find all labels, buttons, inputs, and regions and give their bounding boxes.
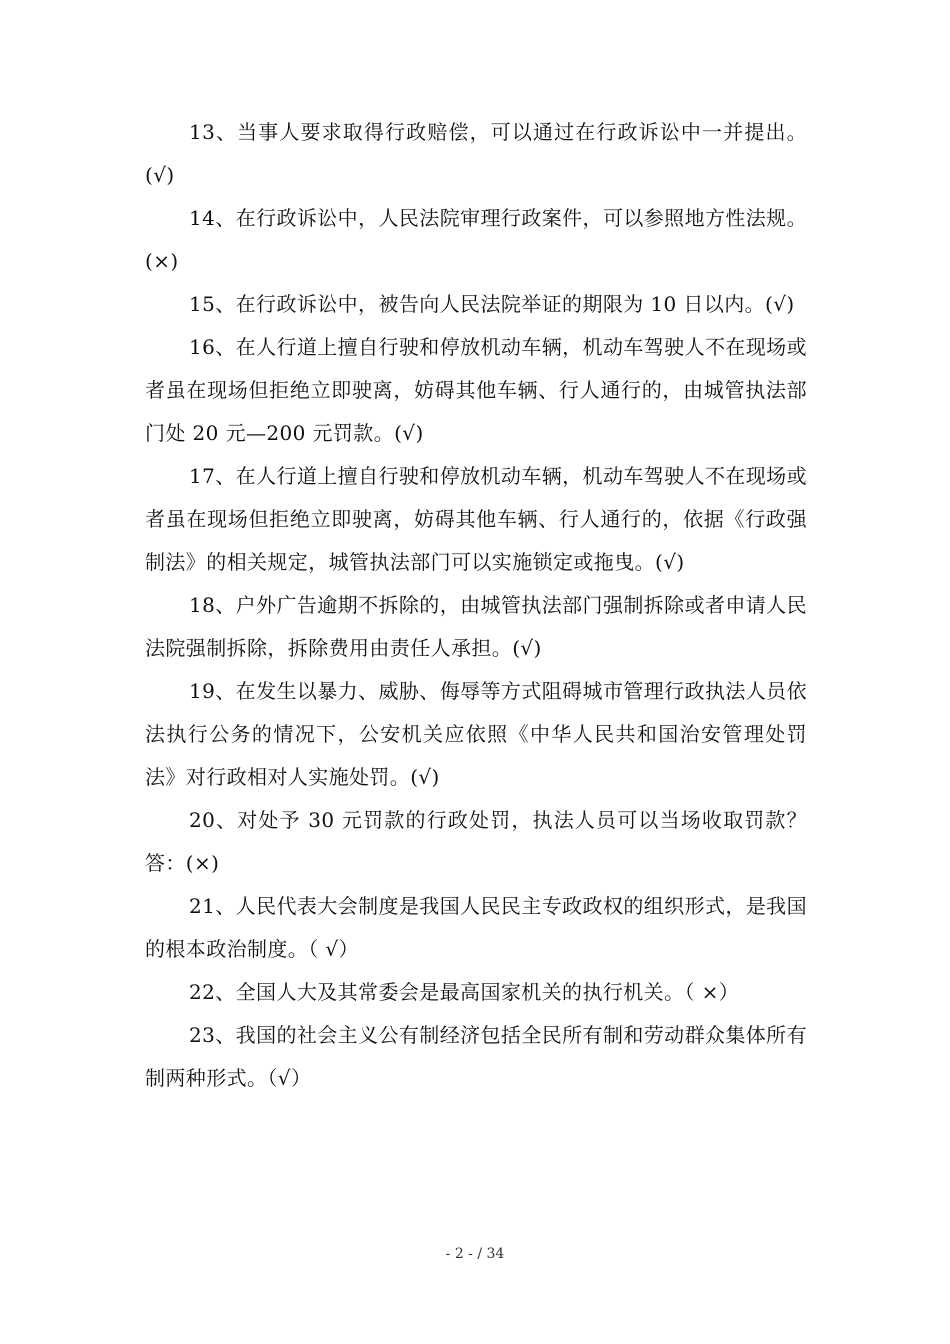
question-item-22: 22、全国人大及其常委会是最高国家机关的执行机关。（ ×） xyxy=(189,980,740,1004)
question-item-17: 17、在人行道上擅自行驶和停放机动车辆，机动车驾驶人不在现场或者虽在现场但拒绝立即驶离，妨碍其他车辆、行人通行的，依据《行政强制法》的相关规定，城管执法部门可以实施锁定或拖曳。(√) xyxy=(145,464,807,574)
question-item-18: 18、户外广告逾期不拆除的，由城管执法部门强制拆除或者申请人民法院强制拆除，拆除费用由责任人承担。(√) xyxy=(145,593,807,660)
question-list xyxy=(145,111,807,1100)
question-item-13: 13、当事人要求取得行政赔偿，可以通过在行政诉讼中一并提出。(√) xyxy=(145,120,807,187)
question-item-16: 16、在人行道上擅自行驶和停放机动车辆，机动车驾驶人不在现场或者虽在现场但拒绝立即驶离，妨碍其他车辆、行人通行的，由城管执法部门处 20 元—200 元罚款。(√) xyxy=(145,335,807,445)
page-number: - 2 - / 34 xyxy=(445,1246,505,1262)
question-item-14: 14、在行政诉讼中，人民法院审理行政案件，可以参照地方性法规。(×) xyxy=(145,206,807,273)
question-item-20: 20、对处予 30 元罚款的行政处罚，执法人员可以当场收取罚款？答：(×) xyxy=(145,808,807,875)
question-item-23: 23、我国的社会主义公有制经济包括全民所有制和劳动群众集体所有制两种形式。（√） xyxy=(145,1023,807,1090)
question-item-15: 15、在行政诉讼中，被告向人民法院举证的期限为 10 日以内。(√) xyxy=(189,292,795,316)
question-item-19: 19、在发生以暴力、威胁、侮辱等方式阻碍城市管理行政执法人员依法执行公务的情况下，公安机关应依照《中华人民共和国治安管理处罚法》对行政相对人实施处罚。(√) xyxy=(145,679,807,789)
question-item-21: 21、人民代表大会制度是我国人民民主专政政权的组织形式，是我国的根本政治制度。（ √） xyxy=(145,894,807,961)
